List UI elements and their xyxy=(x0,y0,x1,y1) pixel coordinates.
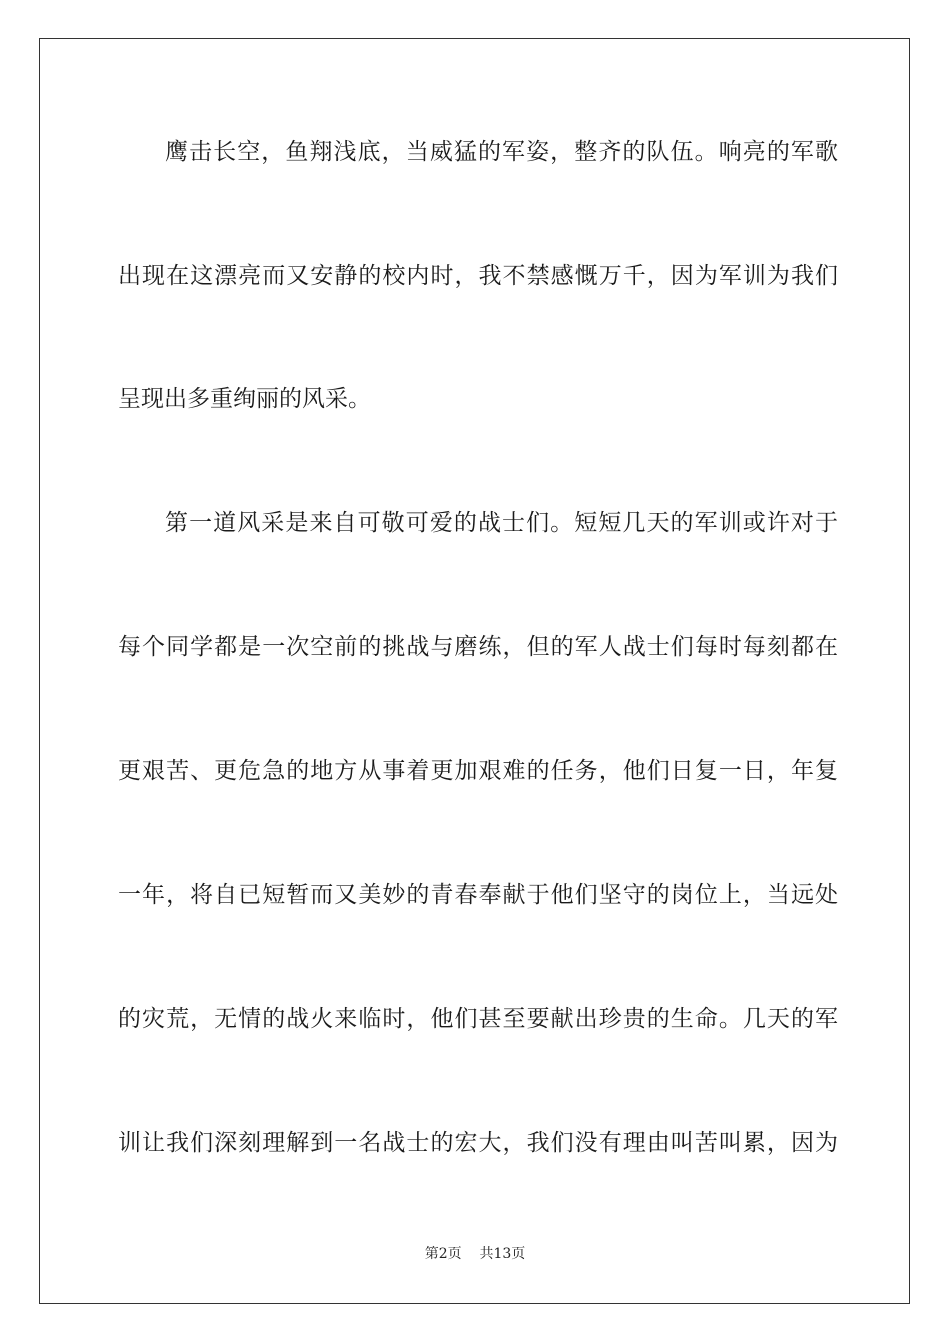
paragraph-2-line-3: 更艰苦、更危急的地方从事着更加艰难的任务，他们日复一日，年复 xyxy=(118,758,838,784)
paragraph-1-line-3: 呈现出多重绚丽的风采。 xyxy=(118,386,371,412)
page-footer xyxy=(0,1245,950,1263)
page-border xyxy=(39,38,910,1304)
paragraph-2-line-2: 每个同学都是一次空前的挑战与磨练，但的军人战士们每时每刻都在 xyxy=(118,634,838,660)
paragraph-2-line-5: 的灾荒，无情的战火来临时，他们甚至要献出珍贵的生命。几天的军 xyxy=(118,1006,838,1032)
paragraph-2-line-6: 训让我们深刻理解到一名战士的宏大，我们没有理由叫苦叫累，因为 xyxy=(118,1130,838,1156)
page-number: 第2页 xyxy=(424,1246,462,1262)
paragraph-1-line-1: 鹰击长空，鱼翔浅底，当威猛的军姿，整齐的队伍。响亮的军歌 xyxy=(165,139,838,165)
paragraph-2-line-4: 一年，将自已短暂而又美妙的青春奉献于他们坚守的岗位上，当远处 xyxy=(118,882,838,908)
paragraph-1-line-2: 出现在这漂亮而又安静的校内时，我不禁感慨万千，因为军训为我们 xyxy=(118,263,838,289)
paragraph-2-line-1: 第一道风采是来自可敬可爱的战士们。短短几天的军训或许对于 xyxy=(165,510,838,536)
page-total: 共13页 xyxy=(479,1246,526,1262)
